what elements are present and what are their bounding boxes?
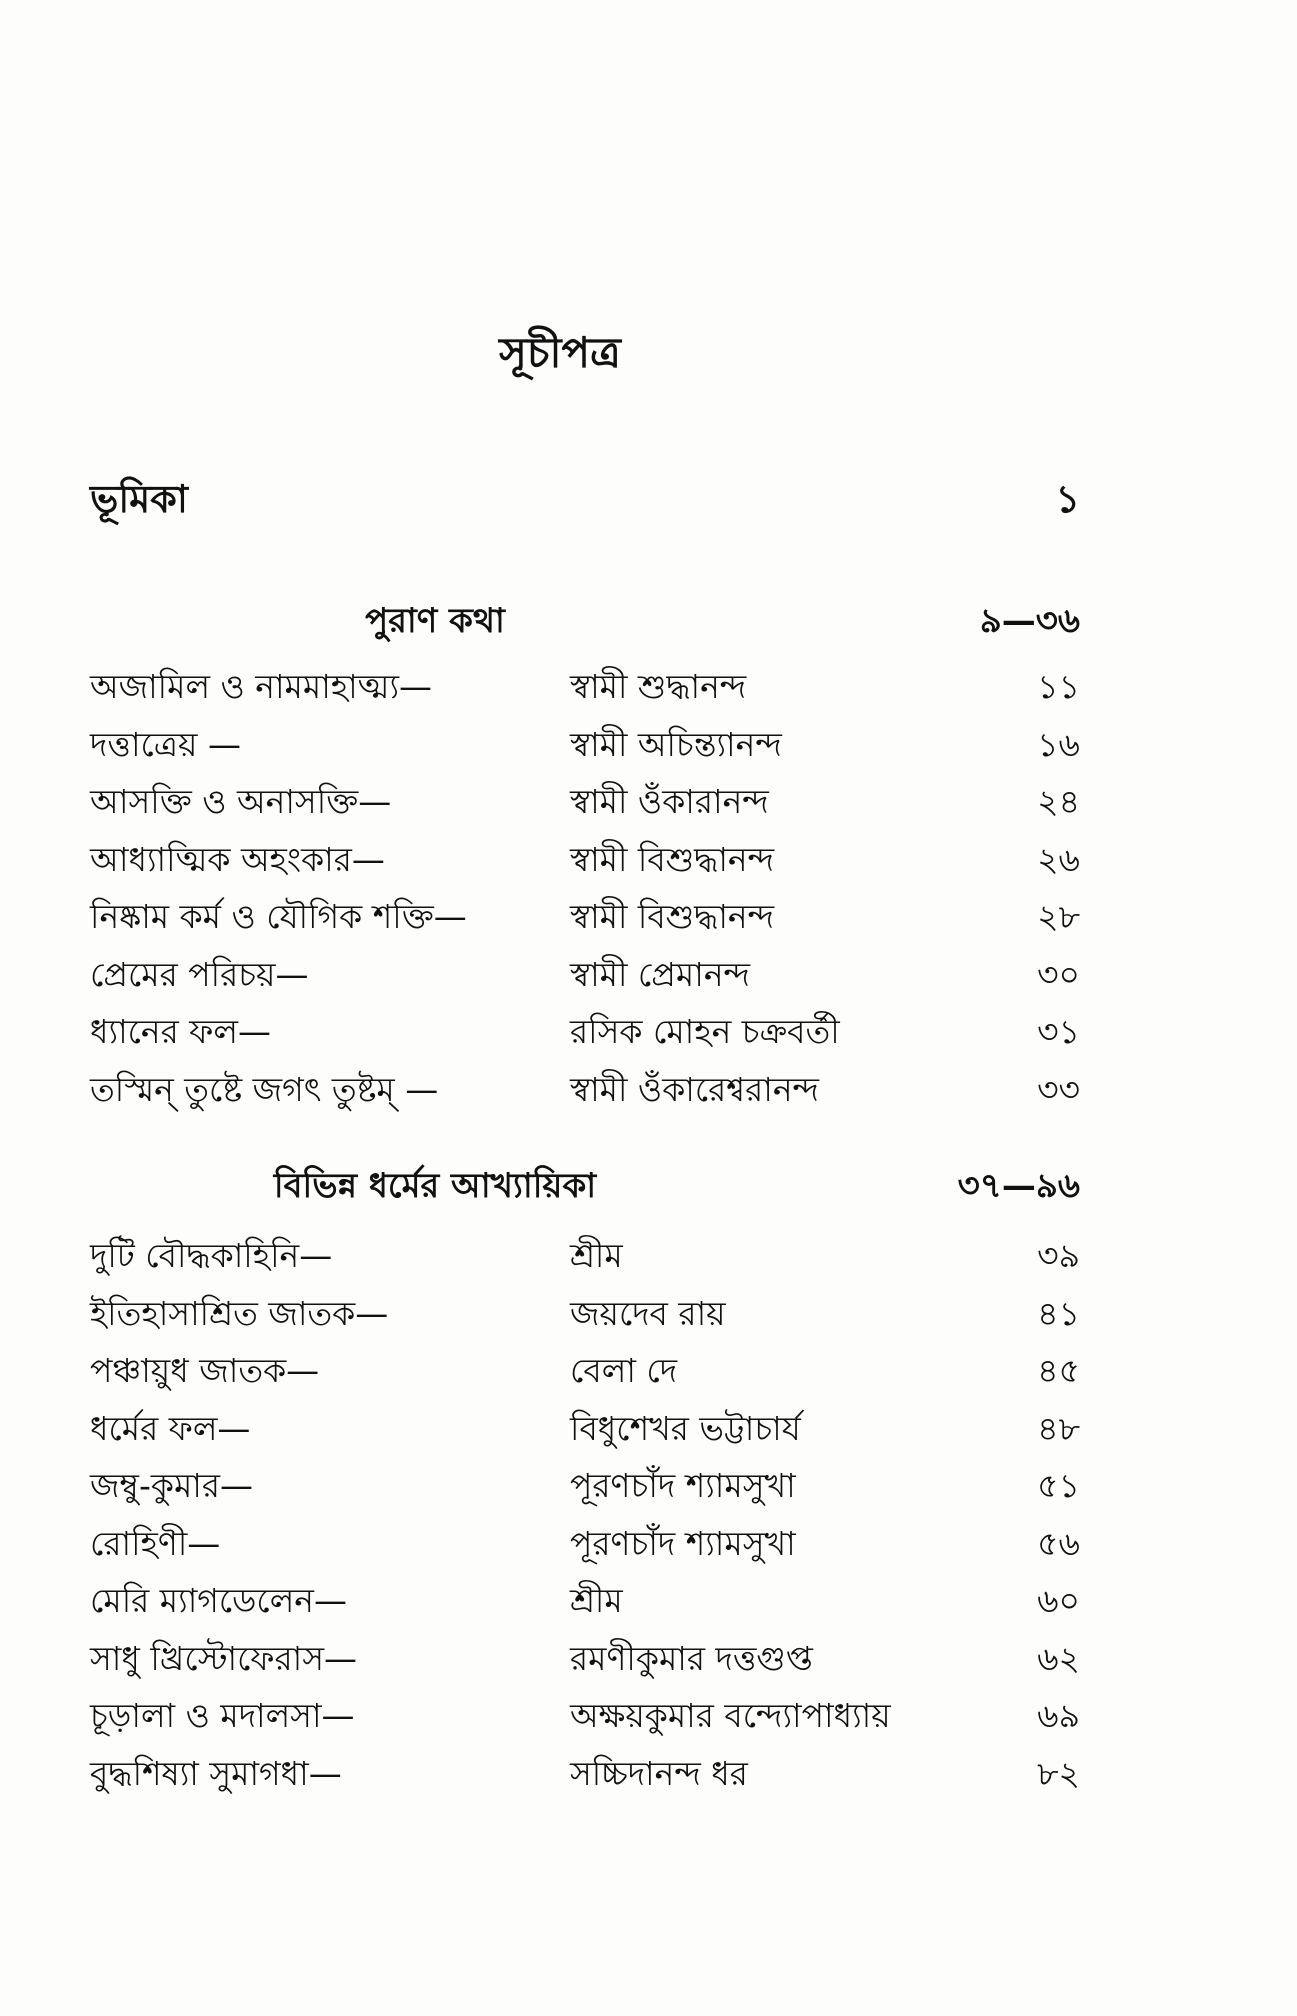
toc-entry	[90, 1575, 1080, 1633]
entry-title: ইতিহাসাশ্রিত জাতক—	[90, 1293, 389, 1333]
entry-page: ৪১	[1037, 1293, 1080, 1333]
entry-title: বুদ্ধশিষ্যা সুমাগধা—	[90, 1753, 342, 1793]
intro-label: ভূমিকা	[90, 477, 188, 521]
entry-list	[90, 1230, 1080, 1805]
entry-page: ২৬	[1037, 839, 1080, 879]
entry-title: প্রেমের পরিচয়—	[90, 954, 309, 994]
entry-title: ধ্যানের ফল—	[90, 1012, 271, 1051]
section-title: বিভিন্ন ধর্মের আখ্যায়িকা	[273, 1166, 597, 1206]
toc-entry	[90, 949, 1080, 1007]
toc-entry	[90, 1403, 1080, 1461]
entry-author: স্বামী ওঁকারানন্দ	[570, 782, 769, 821]
toc-entry	[90, 1690, 1080, 1748]
entry-page: ৮২	[1037, 1753, 1080, 1793]
entry-page: ৫৬	[1037, 1523, 1080, 1563]
entry-page: ৩০	[1037, 954, 1080, 994]
toc-entry	[90, 1748, 1080, 1806]
entry-title: দুটি বৌদ্ধকাহিনি—	[90, 1236, 333, 1275]
entry-author: স্বামী অচিন্ত্যানন্দ	[570, 724, 782, 764]
toc-entry	[90, 1345, 1080, 1403]
entry-title: রোহিণী—	[90, 1523, 221, 1563]
entry-author: পূরণচাঁদ শ্যামসুখা	[570, 1523, 796, 1563]
section-heading	[90, 1160, 1080, 1220]
entry-title: জম্বু-কুমার—	[90, 1466, 254, 1505]
entry-author: স্বামী বিশুদ্ধানন্দ	[570, 897, 775, 936]
entry-title: মেরি ম্যাগডেলেন—	[90, 1581, 347, 1620]
entry-title: আধ্যাত্মিক অহংকার—	[90, 839, 385, 879]
entry-title: তস্মিন্ তুষ্টে জগৎ তুষ্টম্ —	[90, 1069, 439, 1109]
toc-entry	[90, 1518, 1080, 1576]
entry-title: সাধু খ্রিস্টোফেরাস—	[90, 1638, 358, 1678]
entry-page: ৩১	[1037, 1012, 1080, 1051]
entry-page: ১৬	[1037, 724, 1080, 764]
intro-entry	[90, 470, 1080, 534]
toc-entry	[90, 1064, 1080, 1122]
toc-entry	[90, 1230, 1080, 1288]
toc-entry	[90, 1460, 1080, 1518]
entry-page: ২৪	[1037, 782, 1080, 821]
entry-title: পঞ্চায়ুধ জাতক—	[90, 1351, 320, 1390]
entry-author: বেলা দে	[570, 1351, 678, 1390]
entry-author: পূরণচাঁদ শ্যামসুখা	[570, 1466, 796, 1505]
entry-author: বিধুশেখর ভট্টাচার্য	[570, 1408, 801, 1448]
entry-page: ৬৯	[1037, 1696, 1080, 1735]
toc-entry	[90, 776, 1080, 834]
section-page-range: ৯—৩৬	[979, 601, 1080, 641]
entry-page: ৫১	[1037, 1466, 1080, 1505]
section-religions	[90, 1160, 1080, 1805]
entry-title: দত্তাত্রেয় —	[90, 724, 241, 764]
entry-page: ১১	[1037, 667, 1080, 706]
entry-author: রসিক মোহন চক্রবর্তী	[570, 1012, 840, 1051]
entry-title: চূড়ালা ও মদালসা—	[90, 1696, 355, 1735]
entry-page: ৪৮	[1037, 1408, 1080, 1448]
page-title: সূচীপত্র	[499, 328, 621, 377]
toc-entry	[90, 1288, 1080, 1346]
entry-author: স্বামী ওঁকারেশ্বরানন্দ	[570, 1069, 819, 1109]
section-heading	[90, 595, 1080, 655]
entry-author: জয়দেব রায়	[570, 1293, 726, 1333]
entry-title: ধর্মের ফল—	[90, 1408, 251, 1448]
entry-title: আসক্তি ও অনাসক্তি—	[90, 782, 392, 821]
entry-page: ৩৯	[1037, 1236, 1080, 1275]
entry-author: অক্ষয়কুমার বন্দ্যোপাধ্যায়	[570, 1696, 891, 1735]
entry-list	[90, 661, 1080, 1121]
entry-author: সচ্চিদানন্দ ধর	[570, 1753, 748, 1793]
entry-title: নিষ্কাম কর্ম ও যৌগিক শক্তি—	[90, 897, 467, 936]
entry-author: স্বামী বিশুদ্ধানন্দ	[570, 839, 775, 879]
section-page-range: ৩৭—৯৬	[957, 1166, 1080, 1206]
toc-entry	[90, 1633, 1080, 1691]
entry-author: রমণীকুমার দত্তগুপ্ত	[570, 1638, 813, 1678]
intro-page-number: ১	[1055, 477, 1080, 521]
toc-entry	[90, 719, 1080, 777]
toc-entry	[90, 661, 1080, 719]
toc-entry	[90, 834, 1080, 892]
entry-author: স্বামী প্রেমানন্দ	[570, 954, 750, 994]
entry-author: শ্রীম	[570, 1236, 623, 1275]
entry-page: ৬২	[1037, 1638, 1080, 1678]
entry-page: ২৮	[1037, 897, 1080, 936]
entry-author: স্বামী শুদ্ধানন্দ	[570, 667, 747, 706]
entry-title: অজামিল ও নামমাহাত্ম্য—	[90, 667, 433, 706]
section-puran-katha	[90, 595, 1080, 1121]
entry-author: শ্রীম	[570, 1581, 623, 1620]
entry-page: ৩৩	[1037, 1069, 1080, 1109]
section-title: পুরাণ কথা	[365, 601, 505, 641]
entry-page: ৪৫	[1037, 1351, 1080, 1390]
toc-entry	[90, 1006, 1080, 1064]
toc-entry	[90, 891, 1080, 949]
entry-page: ৬০	[1037, 1581, 1080, 1620]
